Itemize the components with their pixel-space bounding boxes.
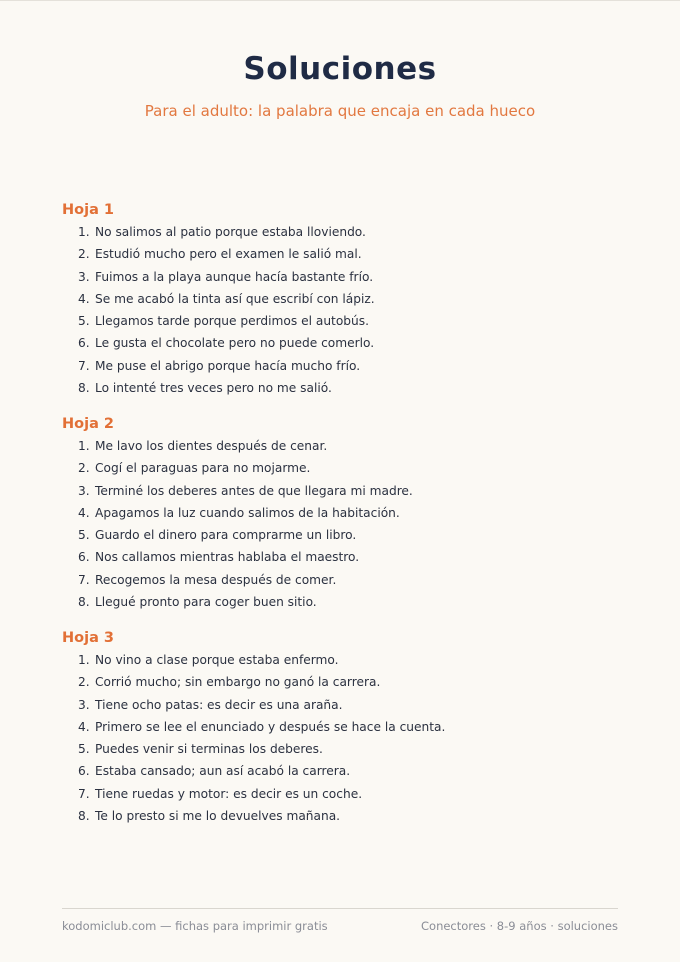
answer-item [62, 649, 622, 671]
page-subtitle: Para el adulto: la palabra que encaja en cada hueco [144, 102, 536, 120]
item-text: Lo intenté tres veces pero no me salió. [95, 381, 332, 396]
item-number: 4. [78, 719, 90, 734]
item-text: Llegué pronto para coger buen sitio. [95, 595, 317, 610]
item-text: No vino a clase porque estaba enfermo. [95, 653, 339, 667]
answer-item [62, 502, 622, 524]
item-number: 1. [78, 653, 90, 667]
item-text: Tiene ocho patas: es decir es una araña. [95, 697, 343, 712]
item-text: Estudió mucho pero el examen le salió mal. [95, 247, 362, 262]
answer-item [62, 435, 622, 457]
item-number: 2. [78, 247, 90, 262]
item-number: 4. [78, 505, 90, 520]
sheet-section-2 [62, 413, 622, 613]
sheet-heading: Hoja 1 [62, 202, 114, 218]
item-text: No salimos al patio porque estaba lloviendo. [95, 225, 366, 239]
item-number: 7. [78, 572, 90, 587]
item-text: Te lo presto si me lo devuelves mañana. [95, 809, 341, 824]
item-number: 3. [78, 483, 90, 498]
item-number: 5. [78, 742, 90, 757]
answer-list [62, 221, 622, 399]
item-text: Cogí el paraguas para no mojarme. [95, 461, 311, 476]
answer-item [62, 355, 622, 377]
sheet-heading: Hoja 3 [62, 630, 114, 646]
item-number: 7. [78, 358, 90, 373]
answer-item [62, 760, 622, 782]
item-number: 8. [78, 595, 90, 610]
answer-item [62, 569, 622, 591]
answer-item [62, 738, 622, 760]
answer-item [62, 716, 622, 738]
item-text: Me lavo los dientes después de cenar. [95, 439, 328, 453]
sheet-heading: Hoja 2 [62, 416, 114, 432]
item-text: Primero se lee el enunciado y después se hace la cuenta. [95, 719, 446, 734]
item-number: 3. [78, 697, 90, 712]
answer-item [62, 243, 622, 265]
top-divider [0, 0, 680, 1]
answer-item [62, 480, 622, 502]
item-text: Guardo el dinero para comprarme un libro. [95, 528, 357, 543]
item-number: 1. [78, 439, 90, 453]
item-number: 8. [78, 381, 90, 396]
item-text: Nos callamos mientras hablaba el maestro. [95, 550, 360, 565]
answer-item [62, 694, 622, 716]
footer-divider [62, 908, 618, 909]
item-text: Me puse el abrigo porque hacía mucho frío. [95, 358, 361, 373]
item-number: 6. [78, 550, 90, 565]
answer-list [62, 435, 622, 613]
item-number: 5. [78, 314, 90, 329]
answer-list [62, 649, 622, 827]
footer-topic-text: Conectores · 8-9 años · soluciones [421, 919, 618, 933]
item-text: Terminé los deberes antes de que llegara mi madre. [95, 483, 413, 498]
answer-item [62, 805, 622, 827]
item-text: Se me acabó la tinta así que escribí con lápiz. [95, 291, 375, 306]
item-text: Corrió mucho; sin embargo no ganó la carrera. [95, 675, 381, 690]
answer-item [62, 546, 622, 568]
answer-item [62, 332, 622, 354]
answer-item [62, 783, 622, 805]
item-text: Recogemos la mesa después de comer. [95, 572, 337, 587]
answer-item [62, 524, 622, 546]
item-number: 1. [78, 225, 90, 239]
answer-item [62, 591, 622, 613]
item-text: Estaba cansado; aun así acabó la carrera. [95, 764, 351, 779]
item-number: 8. [78, 809, 90, 824]
answer-item [62, 288, 622, 310]
item-text: Tiene ruedas y motor: es decir es un coche. [95, 786, 363, 801]
item-text: Llegamos tarde porque perdimos el autobús. [95, 314, 369, 329]
item-number: 2. [78, 675, 90, 690]
item-number: 6. [78, 764, 90, 779]
item-number: 2. [78, 461, 90, 476]
item-text: Le gusta el chocolate pero no puede comerlo. [95, 336, 375, 351]
answer-item [62, 310, 622, 332]
answer-item [62, 377, 622, 399]
sheet-section-1 [62, 199, 622, 399]
item-text: Puedes venir si terminas los deberes. [95, 742, 323, 757]
page-title: Soluciones [243, 51, 437, 87]
item-number: 6. [78, 336, 90, 351]
answer-item [62, 221, 622, 243]
sheet-section-3 [62, 627, 622, 827]
item-text: Fuimos a la playa aunque hacía bastante frío. [95, 269, 374, 284]
answer-item [62, 671, 622, 693]
item-number: 3. [78, 269, 90, 284]
item-number: 5. [78, 528, 90, 543]
answer-item [62, 266, 622, 288]
item-text: Apagamos la luz cuando salimos de la habitación. [95, 505, 400, 520]
footer-site-text: kodomiclub.com — fichas para imprimir gratis [62, 919, 328, 933]
answer-item [62, 457, 622, 479]
item-number: 7. [78, 786, 90, 801]
item-number: 4. [78, 291, 90, 306]
